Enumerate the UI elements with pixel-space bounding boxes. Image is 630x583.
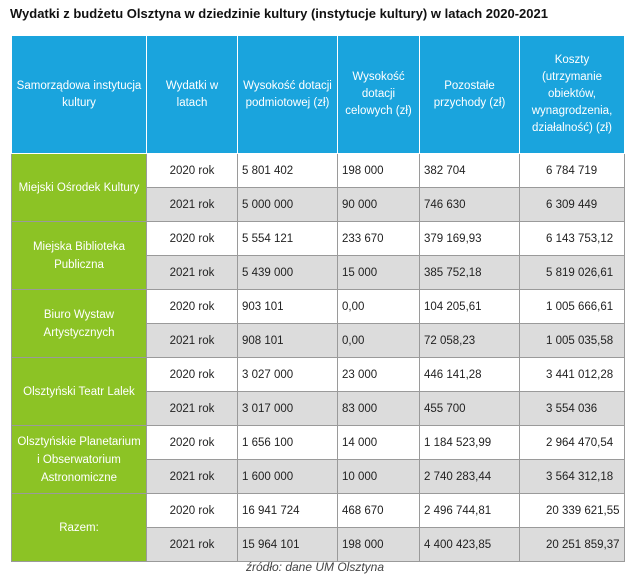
subsidy-subject-cell: 5 554 121 xyxy=(238,222,338,256)
culture-spending-table xyxy=(11,35,625,562)
subsidy-subject-cell: 15 964 101 xyxy=(238,528,338,562)
header-row xyxy=(12,36,625,154)
header-year: Wydatki w latach xyxy=(147,36,238,154)
year-cell: 2020 rok xyxy=(147,222,238,256)
subsidy-subject-cell: 908 101 xyxy=(238,324,338,358)
table-row xyxy=(12,358,625,392)
subsidy-subject-cell: 903 101 xyxy=(238,290,338,324)
subsidy-subject-cell: 5 801 402 xyxy=(238,154,338,188)
table-row xyxy=(12,290,625,324)
subsidy-targeted-cell: 90 000 xyxy=(338,188,420,222)
subsidy-subject-cell: 1 656 100 xyxy=(238,426,338,460)
totals-label: Razem: xyxy=(12,494,147,562)
costs-cell: 20 339 621,55 xyxy=(520,494,625,528)
costs-cell: 3 564 312,18 xyxy=(520,460,625,494)
year-cell: 2020 rok xyxy=(147,154,238,188)
subsidy-targeted-cell: 198 000 xyxy=(338,528,420,562)
header-subsidy-targeted: Wysokość dotacji celowych (zł) xyxy=(338,36,420,154)
subsidy-targeted-cell: 10 000 xyxy=(338,460,420,494)
institution-name: Miejski Ośrodek Kultury xyxy=(12,154,147,222)
subsidy-targeted-cell: 198 000 xyxy=(338,154,420,188)
costs-cell: 1 005 666,61 xyxy=(520,290,625,324)
table-row xyxy=(12,222,625,256)
header-costs: Koszty (utrzymanie obiektów, wynagrodzenia, działalność) (zł) xyxy=(520,36,625,154)
year-cell: 2021 rok xyxy=(147,188,238,222)
year-cell: 2021 rok xyxy=(147,528,238,562)
costs-cell: 1 005 035,58 xyxy=(520,324,625,358)
costs-cell: 6 309 449 xyxy=(520,188,625,222)
page-title: Wydatki z budżetu Olsztyna w dziedzinie kultury (instytucje kultury) w latach 2020-2021 xyxy=(10,6,548,21)
subsidy-subject-cell: 3 027 000 xyxy=(238,358,338,392)
costs-cell: 6 143 753,12 xyxy=(520,222,625,256)
other-income-cell: 4 400 423,85 xyxy=(420,528,520,562)
year-cell: 2020 rok xyxy=(147,290,238,324)
other-income-cell: 2 496 744,81 xyxy=(420,494,520,528)
year-cell: 2020 rok xyxy=(147,426,238,460)
other-income-cell: 379 169,93 xyxy=(420,222,520,256)
other-income-cell: 385 752,18 xyxy=(420,256,520,290)
table-row xyxy=(12,154,625,188)
costs-cell: 5 819 026,61 xyxy=(520,256,625,290)
header-subsidy-subject: Wysokość dotacji podmiotowej (zł) xyxy=(238,36,338,154)
subsidy-targeted-cell: 0,00 xyxy=(338,290,420,324)
subsidy-targeted-cell: 83 000 xyxy=(338,392,420,426)
other-income-cell: 72 058,23 xyxy=(420,324,520,358)
source-note: źródło: dane UM Olsztyna xyxy=(245,560,385,574)
subsidy-targeted-cell: 23 000 xyxy=(338,358,420,392)
subsidy-subject-cell: 16 941 724 xyxy=(238,494,338,528)
institution-name: Biuro Wystaw Artystycznych xyxy=(12,290,147,358)
header-institution: Samorządowa instytucja kultury xyxy=(12,36,147,154)
subsidy-subject-cell: 5 000 000 xyxy=(238,188,338,222)
costs-cell: 3 441 012,28 xyxy=(520,358,625,392)
subsidy-targeted-cell: 15 000 xyxy=(338,256,420,290)
subsidy-subject-cell: 1 600 000 xyxy=(238,460,338,494)
costs-cell: 2 964 470,54 xyxy=(520,426,625,460)
header-other-income: Pozostałe przychody (zł) xyxy=(420,36,520,154)
year-cell: 2020 rok xyxy=(147,494,238,528)
other-income-cell: 446 141,28 xyxy=(420,358,520,392)
year-cell: 2021 rok xyxy=(147,460,238,494)
totals-row xyxy=(12,494,625,528)
year-cell: 2020 rok xyxy=(147,358,238,392)
subsidy-subject-cell: 3 017 000 xyxy=(238,392,338,426)
other-income-cell: 746 630 xyxy=(420,188,520,222)
subsidy-targeted-cell: 0,00 xyxy=(338,324,420,358)
subsidy-targeted-cell: 468 670 xyxy=(338,494,420,528)
year-cell: 2021 rok xyxy=(147,324,238,358)
subsidy-subject-cell: 5 439 000 xyxy=(238,256,338,290)
other-income-cell: 382 704 xyxy=(420,154,520,188)
other-income-cell: 1 184 523,99 xyxy=(420,426,520,460)
institution-name: Olsztyńskie Planetarium i Obserwatorium Astronomiczne xyxy=(12,426,147,494)
costs-cell: 20 251 859,37 xyxy=(520,528,625,562)
costs-cell: 3 554 036 xyxy=(520,392,625,426)
subsidy-targeted-cell: 233 670 xyxy=(338,222,420,256)
other-income-cell: 2 740 283,44 xyxy=(420,460,520,494)
subsidy-targeted-cell: 14 000 xyxy=(338,426,420,460)
institution-name: Miejska Biblioteka Publiczna xyxy=(12,222,147,290)
other-income-cell: 455 700 xyxy=(420,392,520,426)
table-row xyxy=(12,426,625,460)
other-income-cell: 104 205,61 xyxy=(420,290,520,324)
year-cell: 2021 rok xyxy=(147,392,238,426)
costs-cell: 6 784 719 xyxy=(520,154,625,188)
year-cell: 2021 rok xyxy=(147,256,238,290)
institution-name: Olsztyński Teatr Lalek xyxy=(12,358,147,426)
